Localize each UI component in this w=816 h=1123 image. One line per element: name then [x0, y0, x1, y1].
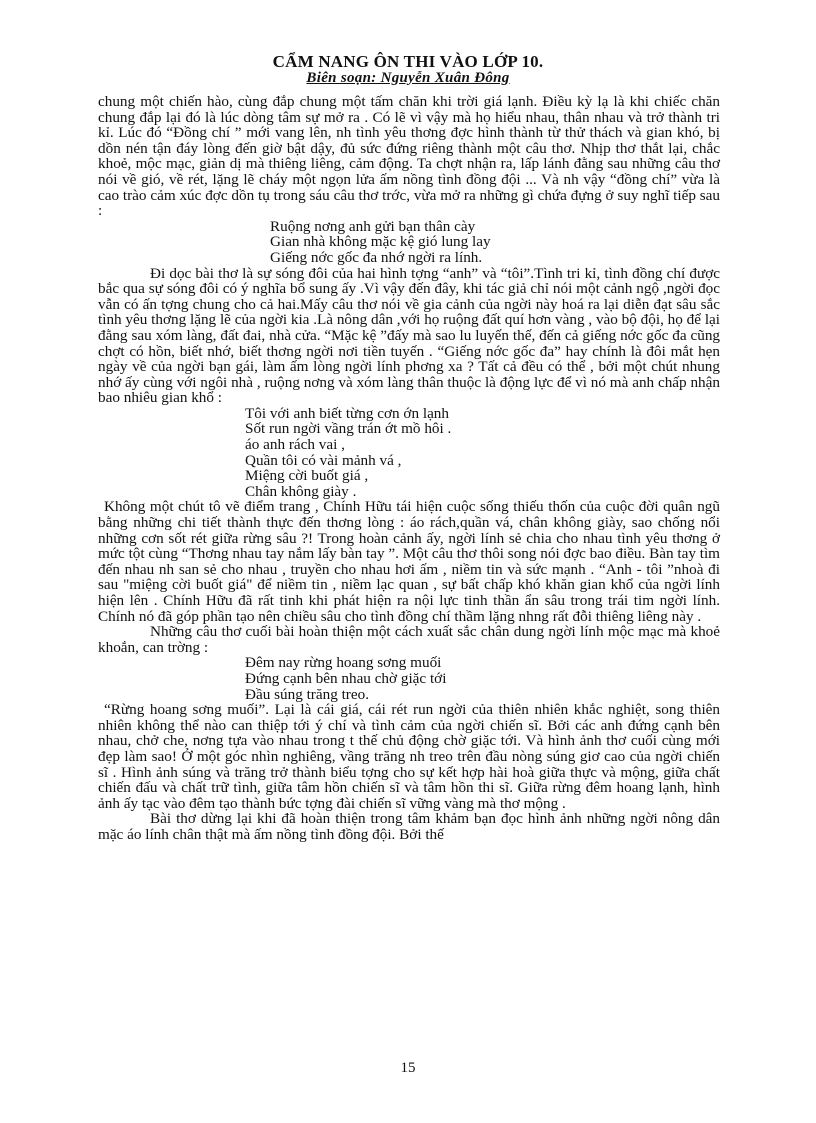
paragraph-5: “Rừng hoang sơng muối”. Lại là cái giá, cái rét run ngời của thiên nhiên khắc nghiệt, song thiên nhiên không thể nào can thiệp tới ý chí và tình cảm của ngời chiến sĩ. Bởi các anh đứng cạnh bên nhau, chở che, nơng tựa vào nhau trong t thế chủ động chờ giặc tới. Và hình ảnh thơ cuối cùng mới đẹp làm sao! Ở một góc nhìn nghiêng, vầng trăng nh treo trên đầu nòng súng giơ cao của ngời chiến sĩ . Hình ảnh súng và trăng trở thành biểu tợng cho sự kết hợp hài hoà giữa thực và mộng, giữa chất chiến đấu và chất trữ tình, giữa tâm hồn chiến sĩ và tâm hồn thi sĩ. Giữa rừng đêm hoang lạnh, hình ảnh ấy tạc vào đêm tạo thành bức tợng đài chiến sĩ vững vàng mà thơ mộng .	[98, 701, 720, 812]
page-subtitle: Biên soạn: Nguyễn Xuân Đông	[306, 70, 510, 86]
document-body	[98, 94, 720, 843]
verse-block-3	[98, 655, 720, 702]
verse-block-2	[98, 406, 720, 500]
verse-line: Sốt run ngời vầng trán ớt mồ hôi .	[245, 420, 452, 438]
verse-line: Chân không giày .	[245, 482, 357, 500]
paragraph-3: Không một chút tô vẽ điểm trang , Chính Hữu tái hiện cuộc sống thiếu thốn của cuộc đời quân ngũ bằng những chi tiết thành thực đến thơng lòng : áo rách,quần vá, chân không giày, sao chống nổi những cơn sốt rét giữa rừng sâu ?! Trong hoàn cảnh ấy, ngời lính sẻ chia cho nhau tình yêu thơng ở mức tột cùng “Thơng nhau tay nắm lấy bàn tay ”. Một câu thơ thôi song nói đợc bao điều. Bàn tay tìm đến nhau nh san sẻ cho nhau , truyền cho nhau hơi ấm , niềm tin và sức mạnh . “Anh - tôi ”nhoà đi sau "miệng cời buốt giá" để niềm tin , niềm lạc quan , sự bất chấp khó khăn gian khổ của ngời lính hiện lên . Chính Hữu đã rất tinh khi phát hiện ra nội lực tinh thần ẩn sâu trong trái tim ngời lính. Chính nó đã góp phần tạo nên chiều sâu cho tình đồng chí thầm lặng nhng rất đỗi thiêng liêng này .	[98, 498, 720, 625]
page-number: 15	[400, 1060, 416, 1076]
verse-line: Đêm nay rừng hoang sơng muối	[245, 654, 442, 672]
verse-line: Đầu súng trăng treo.	[245, 685, 369, 703]
paragraph-6: Bài thơ dừng lại khi đã hoàn thiện trong tâm khảm bạn đọc hình ảnh những ngời nông dân mặc áo lính chân thật mà ấm nồng tình đồng đội. Bởi thế	[98, 810, 720, 843]
verse-block-1	[98, 219, 720, 266]
verse-line: Giếng nớc gốc đa nhớ ngời ra lính.	[270, 248, 483, 266]
paragraph-2: Đi dọc bài thơ là sự sóng đôi của hai hình tợng “anh” và “tôi”.Tình tri kỉ, tình đồng chí được bắc qua sự sóng đôi có ý nghĩa bổ sung ấy .Vì vậy đến đây, khi tác giả chỉ nói một cảnh ngộ ,ngời đọc vẫn có ấn tợng chung cho cả hai.Mấy câu thơ nói về gia cảnh của ngời này hoá ra lại diễn đạt sâu sắc tình yêu thơng lặng lẽ của ngời kia .Là nông dân ,với họ ruộng đất quí hơn vàng , vào bộ đội, họ để lại đằng sau xóm làng, đất đai, nhà cửa. “Mặc kệ ”đấy mà sao lu luyến thế, đến cả giếng nớc gốc đa cũng chợt có hồn, biết nhớ, biết thơng ngời nơi tiền tuyến . “Giếng nớc gốc đa” hay chính là đôi mắt hẹn ngày về của ngời bạn gái, làm ấm lòng ngời lính phơng xa ? Tất cả đều có thể , bởi một chút nhung nhớ ấy cùng với ngôi nhà , ruộng nơng và xóm làng thân thuộc là động lực để vì nó mà anh chấp nhận bao nhiêu gian khổ :	[98, 264, 720, 407]
paragraph-1: chung một chiến hào, cùng đắp chung một tấm chăn khi trời giá lạnh. Điều kỳ lạ là khi chiếc chăn chung đắp lại đó là lúc dòng tâm sự mở ra . Có lẽ vì vậy mà họ hiểu nhau, thân nhau và trở thành tri kỉ. Lúc đó “Đồng chí ” mới vang lên, nh tình yêu thơng đợc hình thành từ thử thách và gian khó, bị dồn nén tận đáy lòng đến giờ bật dậy, đủ sức đứng riêng thành một câu thơ. Nhịp thơ thắt lại, chắc khoẻ, mộc mạc, giản dị mà thiêng liêng, cảm động. Ta chợt nhận ra, lấp lánh đằng sau những câu thơ nói về gió, về rét, lặng lẽ cháy một ngọn lửa ấm nồng tình đồng đội ... Và nh vậy “đồng chí” vừa là cao trào cảm xúc đợc dồn tụ trong sáu câu thơ trớc, vừa mở ra những gì chứa đựng ở suy nghĩ tiếp sau :	[98, 93, 720, 220]
verse-line: áo anh rách vai ,	[245, 436, 345, 454]
verse-line: Quần tôi có vài mảnh vá ,	[245, 451, 402, 469]
verse-line: Tôi với anh biết từng cơn ớn lạnh	[245, 404, 449, 422]
paragraph-4: Những câu thơ cuối bài hoàn thiện một cách xuất sắc chân dung ngời lính mộc mạc mà khoẻ khoắn, can trờng :	[98, 623, 720, 656]
verse-line: Miệng cời buốt giá ,	[245, 467, 369, 485]
verse-line: Gian nhà không mặc kệ gió lung lay	[270, 233, 491, 251]
page-title: CẨM NANG ÔN THI VÀO LỚP 10.	[272, 52, 544, 71]
verse-line: Ruộng nơng anh gửi bạn thân cày	[270, 217, 476, 235]
verse-line: Đứng cạnh bên nhau chờ giặc tới	[245, 669, 447, 687]
